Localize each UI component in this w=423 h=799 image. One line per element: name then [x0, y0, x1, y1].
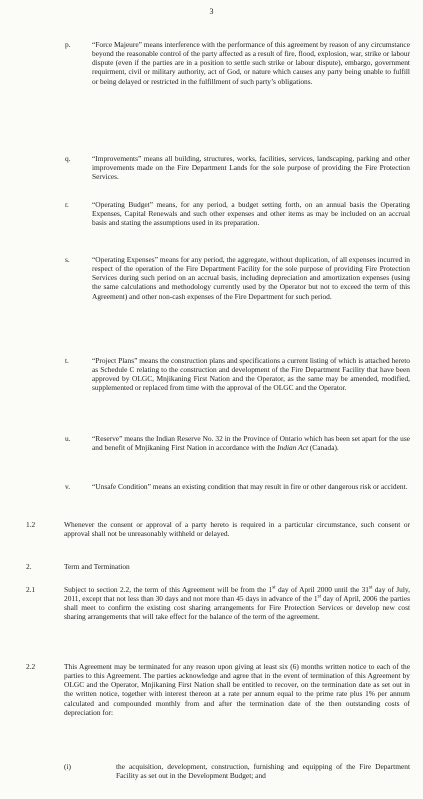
- definition-label: u.: [65, 434, 71, 443]
- definition-t: [65, 356, 410, 393]
- definition-p: [65, 40, 410, 86]
- sub-item-label: (i): [64, 762, 71, 771]
- definition-text-start: “Reserve” means the Indian Reserve No. 32 in the Province of Ontario which has been set apart for the use and benefit of Mnjikaning First Nation in accordance with the: [92, 434, 410, 453]
- ordinal-suffix: st: [317, 594, 321, 600]
- ordinal-suffix: st: [272, 585, 276, 591]
- clause-number: 2.2: [26, 662, 36, 671]
- definition-text: “Project Plans” means the construction plans and specifications a current listing of which is attached hereto as Schedule C relating to the construction and development of the Fire Department Facility that have been approved by OLGC, Mnjikaning First Nation and the Operator, as the same may be amended, modified, supplemented or replaced from time with the approval of the OLGC and the Operator.: [92, 356, 410, 393]
- clause-1-2: [64, 520, 410, 538]
- definition-v: [65, 482, 410, 491]
- clause-2-1: [64, 585, 410, 622]
- clause-text-part: Subject to section 2.2, the term of this Agreement will be from the 1: [64, 585, 273, 594]
- definition-text: “Operating Budget” means, for any period, a budget setting forth, on an annual basis the Operating Expenses, Capital Renewals and such other expenses and other items as may be included on an accrual basis and stating the assumptions used in its preparation.: [92, 200, 410, 228]
- definition-r: [65, 200, 410, 228]
- definition-label: r.: [65, 200, 69, 209]
- definition-label: v.: [65, 482, 71, 491]
- definition-q: [65, 154, 410, 182]
- definition-label: p.: [65, 40, 71, 49]
- definition-label: t.: [65, 356, 69, 365]
- clause-text-part: day of April, 2006 the parties shall meet to confirm the existing cost sharing arrangements for Fire Protection Services or develop new cost sharing arrangements that will take effect for the balance of the term of the agreement.: [64, 594, 410, 622]
- definition-text: “Unsafe Condition” means an existing condition that may result in fire or other dangerous risk or accident.: [92, 482, 408, 491]
- clause-text-part: day of July, 2011, except that not less than 30 days and not more than 45 days in advance of the 1: [64, 585, 410, 604]
- clause-text: This Agreement may be terminated for any reason upon giving at least six (6) months written notice to each of the parties to this Agreement. The parties acknowledge and agree that in the event of termination of this Agreement by OLGC and the Operator, Mnjikaning First Nation shall be entitled to recover, on the termination date as set out in the written notice, together with interest thereon at a rate per annum equal to the prime rate plus 1% per annum calculated and compounded monthly from and after the termination date of the then outstanding costs of depreciation for:: [64, 662, 410, 717]
- definition-text: “Operating Expenses” means for any period, the aggregate, without duplication, of all expenses incurred in respect of the operation of the Fire Department Facility for the sole purpose of providing Fire Protection Services during such period on an accrual basis, including depreciation and amortization expenses (using the same calculations and methodology currently used by the Operator but not to exceed the term of this Agreement) and other non-cash expenses of the Fire Department for such period.: [92, 255, 410, 301]
- ordinal-suffix: st: [369, 585, 373, 591]
- sub-item-i: [116, 762, 410, 780]
- clause-text: Whenever the consent or approval of a party hereto is required in a particular circumstance, such consent or approval shall not be unreasonably withheld or delayed.: [64, 520, 410, 539]
- definition-text: [92, 434, 410, 452]
- section-title: Term and Termination: [64, 562, 130, 571]
- definition-s: [65, 255, 410, 301]
- definition-text-end: (Canada).: [308, 443, 339, 453]
- definition-label: q.: [65, 154, 71, 163]
- sub-item-text: the acquisition, development, construction, furnishing and equipping of the Fire Department Facility as set out in the Development Budget; and: [116, 762, 410, 781]
- page-number: 3: [209, 7, 214, 16]
- clause-2-2: [64, 662, 410, 717]
- definition-text: “Force Majeure” means interference with the performance of this agreement by reason of any circumstance beyond the reasonable control of the party affected as a result of fire, flood, explosion, war, strike or labour dispute (even if the parties are in a position to settle such strike or labour dispute), embargo, government requirment, civil or military authority, act of God, or nature which causes any party being unable to fulfill or being delayed or restricted in the fulfillment of such party’s obligations.: [92, 40, 410, 86]
- clause-number: 1.2: [26, 520, 36, 529]
- clause-text: [64, 585, 410, 622]
- section-number: 2.: [26, 562, 32, 571]
- clause-number: 2.1: [26, 585, 36, 594]
- clause-text-part: day of April 2000 until the 31: [275, 585, 369, 594]
- definition-label: s.: [65, 255, 70, 264]
- definition-text: “Improvements” means all building, structures, works, facilities, services, landscaping, parking and other improvements made on the Fire Department Lands for the sole purpose of providing the Fire Protection Services.: [92, 154, 410, 182]
- definition-u: [65, 434, 410, 453]
- indian-act-title: Indian Act: [277, 443, 308, 453]
